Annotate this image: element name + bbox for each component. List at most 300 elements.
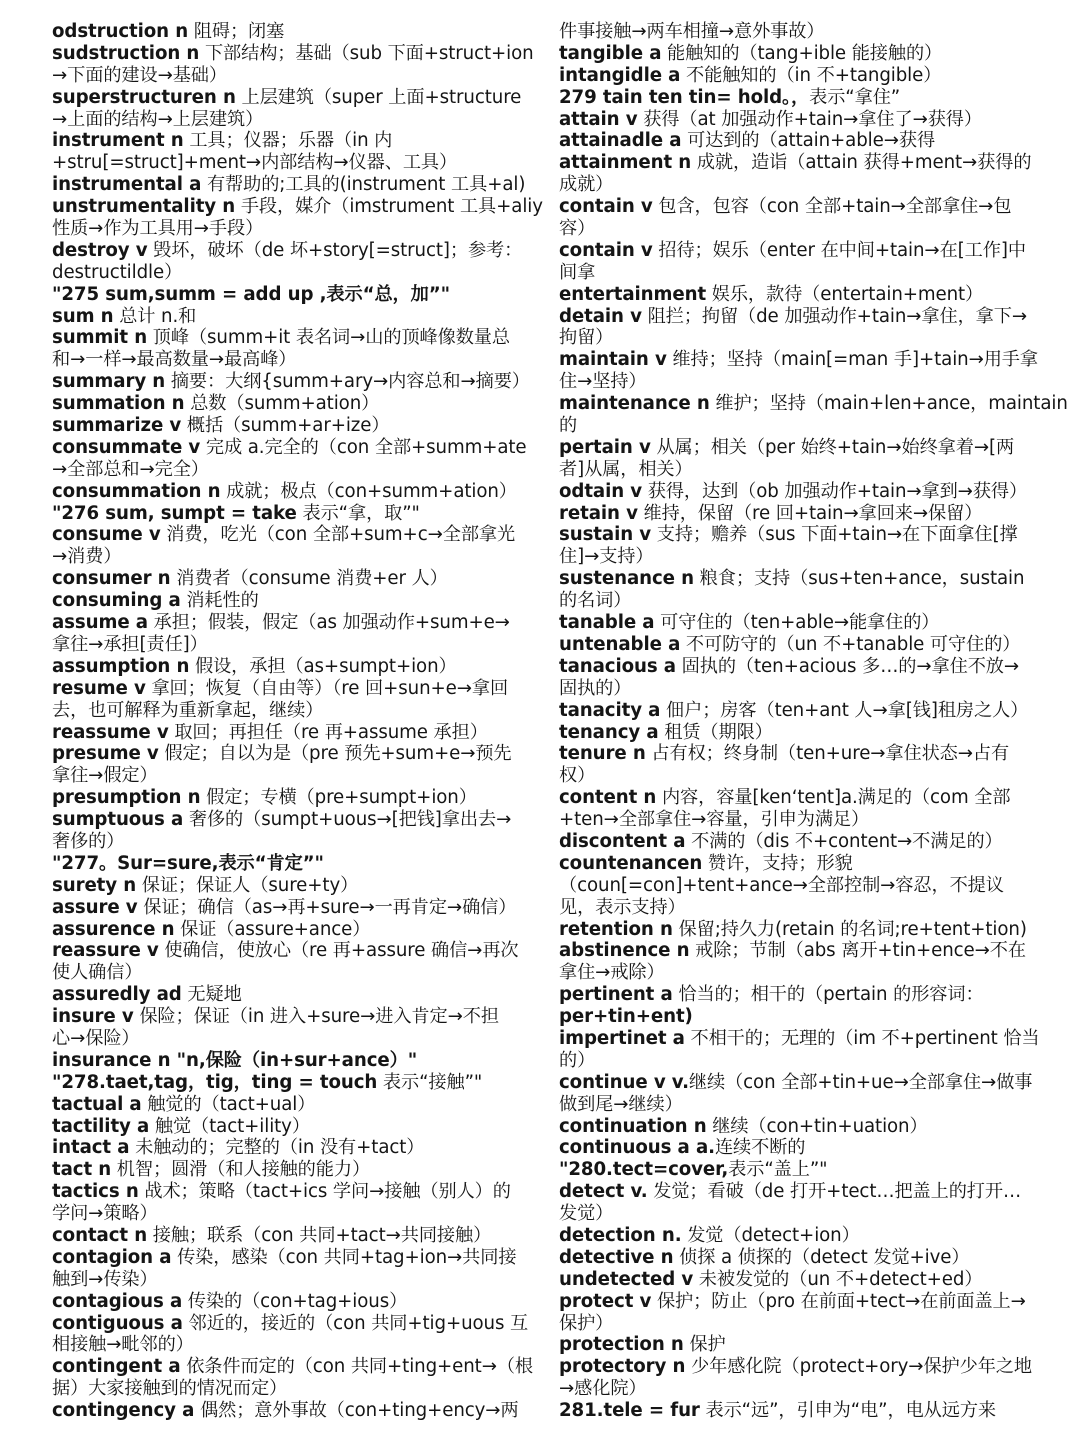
entry-line — [52, 831, 522, 853]
definition-text: 消费者（consume 消费+er 人） — [170, 568, 448, 590]
headword: sum n — [52, 305, 114, 327]
definition-text: 接触；联系（con 共同+tact→共同接触） — [147, 1224, 492, 1246]
definition-text: 使确信，使放心（re 再+assure 确信→再次 — [158, 940, 519, 962]
entry-line — [559, 1400, 1031, 1422]
entry-line — [559, 1027, 1040, 1050]
headword: insure v — [52, 1006, 134, 1028]
entry-line — [559, 590, 1031, 612]
definition-text: 假定；自以为是（pre 预先+sum+e→预先 — [158, 743, 512, 765]
entry-line — [559, 174, 1031, 196]
definition-text: +ten→全部拿住→容量，引申为满足） — [559, 809, 870, 831]
entry-line — [559, 656, 1031, 678]
definition-text: 的） — [559, 1049, 596, 1071]
entry-line — [559, 1334, 1031, 1356]
entry-line — [52, 87, 522, 109]
entry-line — [52, 787, 522, 809]
headword: continuation n — [559, 1115, 707, 1137]
headword: superstructuren n — [52, 86, 236, 108]
headword: tactility a — [52, 1115, 150, 1137]
headword: entertainment — [559, 283, 707, 305]
entry-line — [52, 546, 522, 568]
entry-line — [52, 65, 522, 87]
headword: contingency a — [52, 1400, 195, 1422]
entry-line — [559, 1313, 1031, 1335]
headword: continue v v. — [559, 1071, 689, 1093]
definition-text: 取回；再担任（re 再+assume 承担） — [168, 721, 488, 743]
definition-text: 表示“接触”" — [377, 1071, 483, 1093]
definition-text: 表示“拿，取”" — [296, 502, 420, 524]
definition-text: 做到尾→继续） — [559, 1093, 683, 1115]
entry-line — [559, 1159, 1031, 1181]
entry-line — [52, 634, 522, 656]
headword: attainadle a — [559, 130, 682, 152]
definition-text: 未触动的；完整的（in 没有+tact） — [129, 1137, 425, 1159]
definition-text: 相接触→毗邻的） — [52, 1334, 194, 1356]
definition-text: 触觉的（tact+ual） — [141, 1093, 316, 1115]
definition-text: 摘要：大纲{summ+ary→内容总和→摘要） — [165, 371, 530, 393]
entry-line — [52, 722, 522, 744]
definition-text: 赞许，支持；形貌 — [702, 852, 853, 874]
definition-text: 不可防守的（un 不+tanable 可守住的） — [680, 633, 1021, 655]
entry-line — [52, 218, 522, 240]
definition-text: 连续不断的 — [714, 1137, 806, 1159]
definition-text: 继续（con+tin+uation） — [706, 1115, 928, 1137]
headword: assurence n — [52, 918, 175, 940]
definition-text: 拿往→假定） — [52, 765, 158, 787]
entry-line — [52, 1116, 522, 1138]
headword: tactual a — [52, 1093, 142, 1115]
headword: untenable a — [559, 633, 681, 655]
entry-line — [52, 152, 522, 174]
headword: maintenance n — [559, 393, 710, 415]
entry-line — [52, 743, 522, 765]
entry-line — [52, 853, 522, 875]
headword: attainment n — [559, 152, 692, 174]
definition-text: 维持，保留（re 回+tain→拿回来→保留） — [637, 502, 983, 524]
definition-text: 从属；相关（per 始终+tain→始终拿着→[两 — [650, 436, 1015, 458]
entry-line — [52, 436, 527, 459]
definition-text: 阻碍；闭塞 — [188, 21, 285, 42]
entry-line — [559, 43, 1031, 65]
definition-text: 下部结构；基础（sub 下面+struct+ion — [199, 42, 534, 64]
entry-line — [559, 1291, 1031, 1313]
headword: tanacity a — [559, 699, 661, 721]
definition-text: 拘留） — [559, 327, 614, 349]
definition-text: →感化院） — [559, 1378, 647, 1400]
definition-text: 未被发觉的（un 不+detect+ed） — [693, 1268, 983, 1290]
definition-text: 奢侈的（sumpt+uous→[把钱]拿出去→ — [183, 809, 512, 831]
entry-line — [559, 1072, 1031, 1094]
headword: maintain v — [559, 349, 667, 371]
definition-text: 学问→策略） — [52, 1203, 158, 1225]
definition-text: 包含，包容（con 全部+tain→全部拿住→包 — [652, 196, 1012, 218]
entry-line — [52, 459, 522, 481]
headword: 281.tele = fur — [559, 1400, 700, 1422]
headword: contact n — [52, 1224, 148, 1246]
entry-line — [52, 1247, 522, 1269]
definition-text: 假定；专横（pre+sumpt+ion） — [200, 787, 477, 809]
definition-text: 固执的（ten+acious 多…的→拿住不放→ — [675, 655, 1020, 677]
definition-text: 性质→作为工具用→手段） — [52, 218, 264, 240]
headword: odtain v — [559, 480, 643, 502]
headword: pertinent a — [559, 984, 673, 1006]
entry-line — [52, 240, 522, 262]
definition-text: 总计 n.和 — [113, 305, 197, 327]
definition-text: 触到→传染） — [52, 1268, 158, 1290]
definition-text: 成就；极点（con+summ+ation） — [220, 480, 517, 502]
entry-line — [559, 853, 1031, 875]
definition-text: 住→坚持） — [559, 371, 647, 393]
entry-line — [52, 1356, 534, 1378]
headword: assure v — [52, 896, 138, 918]
definition-text: 去，也可解释为重新拿起，继续） — [52, 699, 324, 721]
definition-text: 有帮助的;工具的(instrument 工具+al) — [201, 174, 526, 196]
definition-text: 成就） — [559, 174, 614, 196]
definition-text: 保护 — [683, 1334, 726, 1356]
entry-line — [559, 1225, 1031, 1247]
definition-text: 成就，造诣（attain 获得+ment→获得的 — [691, 152, 1032, 174]
entry-line — [559, 634, 1031, 656]
definition-text: 固执的） — [559, 677, 632, 699]
headword: contagious a — [52, 1290, 183, 1312]
definition-text: 表示“拿住” — [809, 86, 901, 108]
headword: "278.taet,tag，tig，ting = touch — [52, 1071, 378, 1093]
entry-line — [559, 284, 1031, 306]
definition-text: 支持；赡养（sus 下面+tain→在下面拿住[撑 — [651, 524, 1018, 546]
headword: surety n — [52, 874, 137, 896]
headword: "277。Sur=sure,表示“肯定”" — [52, 852, 324, 874]
entry-line — [52, 1225, 522, 1247]
headword: contagion a — [52, 1246, 172, 1268]
definition-text: 上层建筑（super 上面+structure — [235, 86, 522, 108]
entry-line — [52, 1378, 522, 1400]
left-column — [52, 21, 543, 1422]
entry-line — [559, 349, 1038, 371]
headword: protect v — [559, 1290, 652, 1312]
entry-line — [52, 327, 522, 349]
entry-line — [559, 546, 1031, 568]
entry-line — [559, 1269, 1031, 1291]
headword: impertinet a — [559, 1027, 685, 1049]
definition-text: 恰当的；相干的（pertain 的形容词： — [672, 984, 984, 1006]
headword: presume v — [52, 743, 159, 765]
headword: presumption n — [52, 787, 201, 809]
entry-line — [52, 21, 522, 43]
headword: odstruction n — [52, 21, 189, 42]
definition-text: 发觉（detect+ion） — [681, 1224, 860, 1246]
definition-text: 顶峰（summ+it 表名词→山的顶峰像数量总 — [147, 327, 510, 349]
entry-line — [559, 65, 1031, 87]
definition-text: 和→一样→最高数量→最高峰） — [52, 349, 297, 371]
entry-line — [559, 897, 1031, 919]
definition-text: 概括（summ+ar+ize） — [181, 415, 390, 437]
headword: intact a — [52, 1137, 130, 1159]
headword: detect v. — [559, 1181, 648, 1203]
entry-line — [559, 787, 1031, 809]
definition-text: 戒除；节制（abs 离开+tin+ence→不在 — [689, 940, 1026, 962]
entry-line — [559, 568, 1031, 590]
entry-line — [559, 262, 1031, 284]
definition-text: 毁坏，破坏（de 坏+story[=struct]；参考： — [147, 239, 523, 261]
headword: contiguous a — [52, 1312, 183, 1334]
definition-text: 者]从属，相关） — [559, 458, 693, 480]
headword: assumption n — [52, 655, 190, 677]
definition-text: 拿住→戒除） — [559, 962, 665, 984]
definition-text: 传染的（con+tag+ious） — [182, 1290, 408, 1312]
entry-line — [52, 1400, 522, 1422]
entry-line — [52, 1312, 529, 1335]
entry-line — [559, 437, 1031, 459]
entry-line — [559, 459, 1031, 481]
headword: content n — [559, 787, 657, 809]
definition-text: 表示“盖上”" — [728, 1159, 828, 1181]
definition-text: 的名词） — [559, 590, 632, 612]
entry-line — [52, 393, 522, 415]
definition-text: 依条件而定的（con 共同+ting+ent→（根 — [180, 1356, 534, 1378]
entry-line — [559, 831, 1031, 853]
definition-text: 维持；坚持（main[=man 手]+tain→用手拿 — [666, 349, 1038, 371]
definition-text: 保证；确信（as→再+sure→一再肯定→确信） — [137, 896, 517, 918]
headword: contain v — [559, 196, 653, 218]
definition-text: 占有权；终身制（ten+ure→拿住状态→占有 — [645, 743, 1010, 765]
definition-text: 据）大家接触到的情况而定） — [52, 1378, 288, 1400]
definition-text: 心→保险） — [52, 1027, 140, 1049]
headword: protectory n — [559, 1356, 686, 1378]
definition-text: 侦探 a 侦探的（detect 发觉+ive） — [673, 1246, 970, 1268]
headword: "280.tect=cover, — [559, 1159, 729, 1181]
entry-line — [52, 897, 522, 919]
headword: consummate v — [52, 436, 201, 458]
definition-text: 保护；防止（pro 在前面+tect→在前面盖上→ — [651, 1290, 1026, 1312]
entry-line — [559, 196, 1031, 218]
headword: protection n — [559, 1334, 684, 1356]
definition-text: 租赁（期限） — [658, 721, 773, 743]
definition-text: （coun[=con]+tent+ance→全部控制→容忍，不提议 — [559, 874, 1004, 896]
headword: countenancen — [559, 852, 703, 874]
headword: summarize v — [52, 415, 182, 437]
entry-line — [52, 700, 522, 722]
definition-text: 获得（at 加强动作+tain→拿住了→获得） — [637, 108, 982, 130]
entry-line — [52, 262, 522, 284]
right-column — [559, 21, 1068, 1422]
entry-line — [559, 612, 1031, 634]
definition-text: 完成 a.完全的（con 全部+summ+ate — [200, 436, 527, 458]
entry-line — [52, 284, 522, 306]
headword: tanable a — [559, 612, 655, 634]
headword: summary n — [52, 371, 166, 393]
entry-line — [52, 524, 522, 546]
headword: insurance n "n,保险（in+sur+ance）" — [52, 1049, 418, 1071]
definition-text: 的 — [559, 415, 578, 437]
entry-line — [559, 1378, 1031, 1400]
headword: contingent a — [52, 1356, 181, 1378]
entry-line — [52, 130, 522, 152]
headword: reassure v — [52, 940, 159, 962]
definition-text: 偶然；意外事故（con+ting+ency→两 — [194, 1400, 519, 1422]
entry-line — [559, 87, 1031, 109]
entry-line — [52, 415, 522, 437]
definition-text: 容） — [559, 218, 596, 240]
entry-line — [52, 656, 522, 678]
entry-line — [559, 722, 1031, 744]
definition-text: 内容，容量[ken‘tent]a.满足的（com 全部 — [656, 787, 1011, 809]
entry-line — [52, 1181, 522, 1203]
definition-text: 使人确信） — [52, 962, 143, 984]
headword: "276 sum, sumpt = take — [52, 502, 297, 524]
definition-text: 奢侈的） — [52, 830, 125, 852]
headword: assume a — [52, 612, 148, 634]
definition-text: 粮食；支持（sus+ten+ance，sustain — [694, 568, 1025, 590]
headword: tenure n — [559, 743, 646, 765]
entry-line — [52, 765, 522, 787]
entry-line — [52, 1334, 522, 1356]
entry-line — [559, 1247, 1031, 1269]
definition-text: 发觉） — [559, 1203, 614, 1225]
definition-text: 维护；坚持（main+len+ance，maintain — [709, 393, 1068, 415]
entry-line — [559, 218, 1031, 240]
entry-line — [559, 875, 1031, 897]
entry-line — [559, 524, 1031, 546]
entry-line — [52, 306, 522, 328]
definition-text: 拿回；恢复（自由等）（re 回+sun+e→拿回 — [145, 677, 509, 699]
headword: instrument n — [52, 130, 184, 152]
entry-line — [559, 306, 1031, 328]
entry-line — [559, 984, 1031, 1006]
entry-line — [52, 919, 522, 941]
entry-line — [559, 809, 1031, 831]
definition-text: →下面的建设→基础） — [52, 64, 227, 86]
entry-line — [559, 1094, 1031, 1116]
entry-line — [559, 743, 1031, 765]
definition-text: 表示“远”，引申为“电”，电从远方来 — [699, 1400, 997, 1422]
headword: reassume v — [52, 721, 169, 743]
entry-line — [52, 42, 534, 65]
definition-text: 保证（assure+ance） — [174, 918, 371, 940]
definition-text: 战术；策略（tact+ics 学问→接触（别人）的 — [138, 1181, 511, 1203]
entry-line — [52, 875, 522, 897]
entry-line — [52, 984, 522, 1006]
definition-text: 能触知的（tang+ible 能接触的） — [661, 42, 943, 64]
definition-text: 见，表示支持） — [559, 896, 686, 918]
entry-line — [52, 1269, 522, 1291]
headword: instrumental a — [52, 174, 202, 196]
entry-line — [52, 809, 522, 831]
definition-text: 少年感化院（protect+ory→保护少年之地 — [685, 1356, 1032, 1378]
definition-text: 总数（summ+ation） — [184, 393, 380, 415]
entry-line — [52, 1006, 522, 1028]
headword: summit n — [52, 327, 148, 349]
definition-text: 住]→支持） — [559, 546, 654, 568]
entry-line — [559, 1137, 1031, 1159]
entry-line — [559, 765, 1031, 787]
headword: attain v — [559, 108, 638, 130]
headword: tanacious a — [559, 655, 676, 677]
headword: discontent a — [559, 830, 686, 852]
entry-line — [559, 678, 1031, 700]
definition-text: 招待；娱乐（enter 在中间+tain→在[工作]中 — [652, 239, 1026, 261]
entry-line — [52, 1094, 522, 1116]
headword: consuming a — [52, 590, 181, 612]
headword: consumer n — [52, 568, 171, 590]
entry-line — [559, 109, 1031, 131]
entry-line — [559, 481, 1031, 503]
definition-text: →上面的结构→上层建筑） — [52, 108, 264, 130]
entry-line — [52, 678, 522, 700]
headword: sustenance n — [559, 568, 694, 590]
definition-text: 件事接触→两车相撞→意外事故） — [559, 21, 825, 42]
definition-text: 不相干的；无理的（im 不+pertinent 恰当 — [684, 1027, 1040, 1049]
headword: consummation n — [52, 480, 221, 502]
entry-line — [559, 1356, 1031, 1378]
definition-text: 机智；圆滑（和人接触的能力） — [111, 1159, 371, 1181]
entry-line — [559, 1006, 1031, 1028]
definition-text: destructildle） — [52, 261, 183, 283]
headword: assuredly ad — [52, 984, 182, 1006]
definition-text: 保留;持久力(retain 的名词;re+tent+tion) — [672, 918, 1027, 940]
entry-line — [52, 109, 522, 131]
entry-line — [559, 371, 1031, 393]
entry-line — [52, 371, 530, 393]
headword: consume v — [52, 524, 161, 546]
entry-line — [559, 1116, 1031, 1138]
entry-line — [52, 349, 522, 371]
definition-text: 拿往→承担[责任]） — [52, 633, 208, 655]
entry-line — [52, 503, 522, 525]
entry-line — [559, 962, 1031, 984]
headword: sudstruction n — [52, 42, 200, 64]
entry-line — [52, 1203, 522, 1225]
definition-text: 消费，吃光（con 全部+sum+c→全部拿光 — [160, 524, 516, 546]
headword: sumptuous a — [52, 809, 184, 831]
definition-text: 不能触知的（in 不+tangible） — [680, 64, 942, 86]
entry-line — [559, 503, 1031, 525]
headword: abstinence n — [559, 940, 690, 962]
headword: tactics n — [52, 1181, 139, 1203]
definition-text: 获得，达到（ob 加强动作+tain→拿到→获得） — [642, 480, 1028, 502]
definition-text: 保证；保证人（sure+ty） — [136, 874, 359, 896]
headword: per+tin+ent) — [559, 1006, 693, 1028]
entry-line — [52, 1137, 522, 1159]
headword: contain v — [559, 239, 653, 261]
entry-line — [559, 1181, 1031, 1203]
definition-text: 承担；假装，假定（as 加强动作+sum+e→ — [147, 612, 510, 634]
entry-line — [52, 590, 522, 612]
entry-line — [559, 415, 1031, 437]
headword: "275 sum,summ = add up ,表示“总，加”" — [52, 283, 450, 305]
definition-text: 阻拦；拘留（de 加强动作+tain→拿住，拿下→ — [641, 305, 1027, 327]
headword: sustain v — [559, 524, 652, 546]
headword: undetected v — [559, 1268, 694, 1290]
definition-text: 保护） — [559, 1312, 614, 1334]
definition-text: →全部总和→完全） — [52, 458, 209, 480]
definition-text: 工具；仪器；乐器（in 内 — [183, 130, 393, 152]
entry-line — [559, 1203, 1031, 1225]
definition-text: +stru[=struct]+ment→内部结构→仪器、工具） — [52, 152, 458, 174]
entry-line — [559, 1050, 1031, 1072]
entry-line — [52, 568, 522, 590]
entry-line — [559, 240, 1031, 262]
definition-text: 假设，承担（as+sumpt+ion） — [189, 655, 457, 677]
definition-text: 娱乐，款待（entertain+ment） — [706, 283, 984, 305]
headword: resume v — [52, 677, 146, 699]
entry-line — [52, 940, 522, 962]
entry-line — [559, 700, 1031, 722]
definition-text: 佃户；房客（ten+ant 人→拿[钱]租房之人） — [660, 699, 1029, 721]
definition-text: 可守住的（ten+able→能拿住的） — [654, 612, 940, 634]
headword: intangidle a — [559, 64, 681, 86]
definition-text: 邻近的，接近的（con 共同+tig+uous 互 — [182, 1312, 529, 1334]
headword: destroy v — [52, 239, 148, 261]
